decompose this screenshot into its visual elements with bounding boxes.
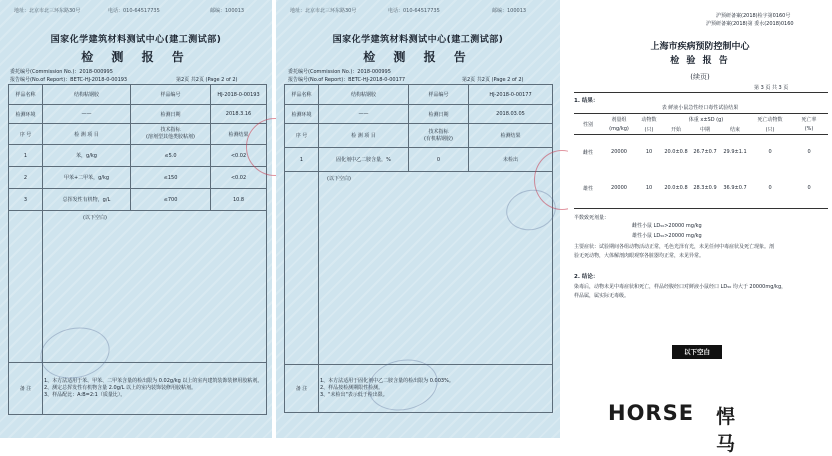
col-deaths: 死亡动物数 bbox=[757, 116, 783, 123]
cert-line-1: 沪预研备案(2018)检字第0160号 bbox=[716, 13, 791, 19]
row-sex: 雌性 bbox=[582, 149, 593, 156]
cert-line-2: 沪预研备案(2018)第 委水(2018)0160 bbox=[706, 21, 794, 27]
sample-name-label: 样品名称 bbox=[285, 85, 319, 105]
remark-line: 3、样品配比：A:B=2:1（质量比）。 bbox=[44, 392, 126, 398]
blank-below-label: 以下空白 bbox=[672, 345, 722, 359]
remark-line: 3、"未检出"表示低于检出限。 bbox=[320, 392, 388, 398]
header-address: 地址：北京市北三环东路30号 bbox=[290, 8, 357, 14]
col-item: 检 测 项 目 bbox=[43, 124, 131, 145]
blank-note: (以下空白) bbox=[43, 211, 267, 363]
row-deaths: 0 bbox=[768, 185, 772, 191]
report-title: 检 测 报 告 bbox=[81, 50, 191, 64]
col-dose-unit: (mg/kg) bbox=[609, 126, 629, 132]
remark-line: 1、本方法适用于苯、甲苯、二甲苯含量的检出限为 0.02g/kg 以上的室内建筑装饰装修用胶粘剂。 bbox=[44, 378, 263, 384]
row-item: 总挥发性有机物，g/L bbox=[43, 189, 131, 211]
remark-line: 2、样品按检测期限性检测。 bbox=[320, 385, 384, 391]
row-dose: 20000 bbox=[611, 149, 627, 155]
org-title: 上海市疾病预防控制中心 bbox=[650, 42, 750, 52]
sample-no-label: 样品编号 bbox=[131, 85, 211, 105]
col-requirement bbox=[131, 124, 211, 145]
table-row bbox=[9, 189, 267, 211]
logo-text-cn: 悍马 bbox=[716, 406, 736, 455]
table-bottom-rule bbox=[574, 208, 828, 209]
row-item: 苯，g/kg bbox=[43, 145, 131, 167]
table-row bbox=[574, 170, 828, 206]
header-tel: 电话：010-64517735 bbox=[108, 8, 160, 14]
col-result: 检测结果 bbox=[211, 124, 267, 145]
row-result: 10.8 bbox=[211, 189, 267, 211]
col-count-unit: (只) bbox=[644, 126, 654, 133]
report-sheet-1 bbox=[0, 0, 272, 438]
row-requirement: ≤5.0 bbox=[131, 145, 211, 167]
col-req-line1: 技术指标 bbox=[160, 127, 181, 133]
divider bbox=[574, 92, 828, 93]
row-sex: 雄性 bbox=[582, 185, 593, 192]
remark-label: 备 注 bbox=[285, 365, 319, 413]
observation-line-2: 验无死动物，大体解剖肉眼观察各脏器均正常，未见异常。 bbox=[574, 253, 705, 259]
col-weight-end: 结束 bbox=[730, 126, 741, 133]
continued-label: (续页) bbox=[690, 73, 710, 81]
remark-line: 2、测定总挥发性有机物含量 2.0g/L 以上的室内装饰装修用胶粘剂。 bbox=[44, 385, 196, 391]
table-row bbox=[574, 134, 828, 170]
row-weight-mid: 28.3±0.9 bbox=[693, 185, 717, 191]
env-label: 检测环境 bbox=[9, 105, 43, 124]
row-deaths: 0 bbox=[768, 149, 772, 155]
row-requirement: 0 bbox=[409, 148, 469, 172]
table-row bbox=[285, 148, 553, 172]
toxicity-table bbox=[574, 114, 828, 206]
row-weight-mid: 26.7±0.7 bbox=[693, 149, 717, 155]
row-result: <0.02 bbox=[211, 167, 267, 189]
sample-no: HJ-2018-0-00177 bbox=[469, 85, 553, 105]
page-indicator: 第2页 共2页 (Page 2 of 2) bbox=[462, 77, 524, 83]
conclusion-line-2: 样品属，属实际无毒级。 bbox=[574, 293, 630, 299]
col-req-line2: (有机粘钢胶) bbox=[424, 135, 453, 142]
col-deaths-unit: (只) bbox=[765, 126, 775, 133]
sample-no-label: 样品编号 bbox=[409, 85, 469, 105]
report-title: 检 验 报 告 bbox=[670, 56, 730, 66]
env-value: —— bbox=[43, 105, 131, 124]
col-mortality-unit: (%) bbox=[804, 126, 814, 132]
col-item: 检 测 项 目 bbox=[319, 124, 409, 148]
sample-name: 结构粘钢胶 bbox=[43, 85, 131, 105]
date-value: 2018.03.05 bbox=[469, 105, 553, 124]
ld50-male: 雄性小鼠 LD₅₀>20000 mg/kg bbox=[632, 233, 702, 239]
org-title: 国家化学建筑材料测试中心(建工测试部) bbox=[332, 35, 504, 45]
header-zip: 邮编：100013 bbox=[492, 8, 527, 14]
header-zip: 邮编：100013 bbox=[210, 8, 245, 14]
table-row bbox=[9, 145, 267, 167]
col-req-line1: 技术指标 bbox=[428, 128, 449, 135]
table-row bbox=[9, 167, 267, 189]
row-weight-start: 20.0±0.8 bbox=[664, 185, 688, 191]
ld50-label: 半数致死剂量： bbox=[574, 215, 610, 221]
row-mortality: 0 bbox=[807, 185, 811, 191]
section-result: 1. 结果： bbox=[574, 98, 599, 104]
remark-line: 1、本方法适用于固化剂中乙二胺含量的检出限为 0.003%。 bbox=[320, 378, 454, 384]
row-mortality: 0 bbox=[807, 149, 811, 155]
ld50-female: 雌性小鼠 LD₅₀>20000 mg/kg bbox=[632, 223, 702, 229]
col-seq: 序 号 bbox=[9, 124, 43, 145]
row-count: 10 bbox=[645, 185, 653, 191]
row-weight-end: 36.9±0.7 bbox=[723, 185, 747, 191]
header-tel: 电话：010-64517735 bbox=[388, 8, 440, 14]
row-no: 3 bbox=[9, 189, 43, 211]
col-req-line2: (溶剂型其他类胶粘剂) bbox=[146, 134, 195, 140]
row-dose: 20000 bbox=[611, 185, 627, 191]
commission-no: 委托编号(Commission No.)：2018-000995 bbox=[10, 69, 113, 75]
logo-text-en: HORSE bbox=[608, 401, 695, 425]
page-indicator: 第2页 共2页 (Page 2 of 2) bbox=[176, 77, 238, 83]
sample-name: 结构粘钢胶 bbox=[319, 85, 409, 105]
conclusion-line-1: 染毒后，动物未见中毒症状和死亡，样品经腹经口对鲜液小鼠经口 LD₅₀ 均大于 20000mg/kg， bbox=[574, 284, 787, 290]
page-indicator: 第 3 页 共 3 页 bbox=[754, 85, 789, 91]
report-sheet-2 bbox=[276, 0, 560, 438]
sample-no: HJ-2018-0-00193 bbox=[211, 85, 267, 105]
row-no: 1 bbox=[285, 148, 319, 172]
remark-label: 备 注 bbox=[9, 363, 43, 415]
row-item: 固化剂中乙二胺含量，% bbox=[319, 148, 409, 172]
org-title: 国家化学建筑材料测试中心(建工测试部) bbox=[50, 35, 222, 45]
row-count: 10 bbox=[645, 149, 653, 155]
report-no: 报告编号(No.of Report)：BETC-HJ-2018-0-00193 bbox=[10, 77, 128, 83]
col-weight: 体重 x±SD (g) bbox=[688, 116, 724, 123]
header-address: 地址：北京市北三环东路30号 bbox=[14, 8, 81, 14]
row-result: <0.02 bbox=[211, 145, 267, 167]
col-dose: 剂量组 bbox=[611, 116, 627, 123]
row-no: 1 bbox=[9, 145, 43, 167]
row-item: 甲苯+二甲苯，g/kg bbox=[43, 167, 131, 189]
table-caption: 表 鲜液小鼠急性经口毒性试验结果 bbox=[661, 105, 739, 111]
date-label: 检测日期 bbox=[131, 105, 211, 124]
report-title: 检 测 报 告 bbox=[363, 50, 473, 64]
row-weight-end: 29.9±1.1 bbox=[723, 149, 747, 155]
col-weight-start: 开始 bbox=[670, 126, 681, 133]
col-weight-mid: 中期 bbox=[699, 126, 710, 133]
env-label: 检测环境 bbox=[285, 105, 319, 124]
date-value: 2018.3.16 bbox=[211, 105, 267, 124]
row-result: 未检出 bbox=[469, 148, 553, 172]
section-conclusion: 2. 结论： bbox=[574, 274, 599, 280]
col-count: 动物数 bbox=[641, 116, 657, 123]
commission-no: 委托编号(Commission No.)：2018-000995 bbox=[288, 69, 391, 75]
env-value: —— bbox=[319, 105, 409, 124]
col-result: 检测结果 bbox=[469, 124, 553, 148]
col-sex: 性别 bbox=[582, 121, 593, 128]
row-weight-start: 20.0±0.8 bbox=[664, 149, 688, 155]
row-no: 2 bbox=[9, 167, 43, 189]
col-requirement bbox=[409, 124, 469, 148]
col-seq: 序 号 bbox=[285, 124, 319, 148]
sample-name-label: 样品名称 bbox=[9, 85, 43, 105]
report-no: 报告编号(No.of Report)：BETC-HJ-2018-0-00177 bbox=[288, 77, 406, 83]
row-requirement: ≤700 bbox=[131, 189, 211, 211]
observation-line-1: 主要症状：试验期间各组动物活动正常，毛色光泽有光，未见任何中毒症状及死亡现象。剖 bbox=[574, 244, 775, 250]
report-sheet-3 bbox=[568, 0, 832, 455]
blank-note: (以下空白) bbox=[319, 172, 553, 365]
row-requirement: ≤150 bbox=[131, 167, 211, 189]
date-label: 检测日期 bbox=[409, 105, 469, 124]
col-mortality: 死亡率 bbox=[801, 116, 817, 123]
